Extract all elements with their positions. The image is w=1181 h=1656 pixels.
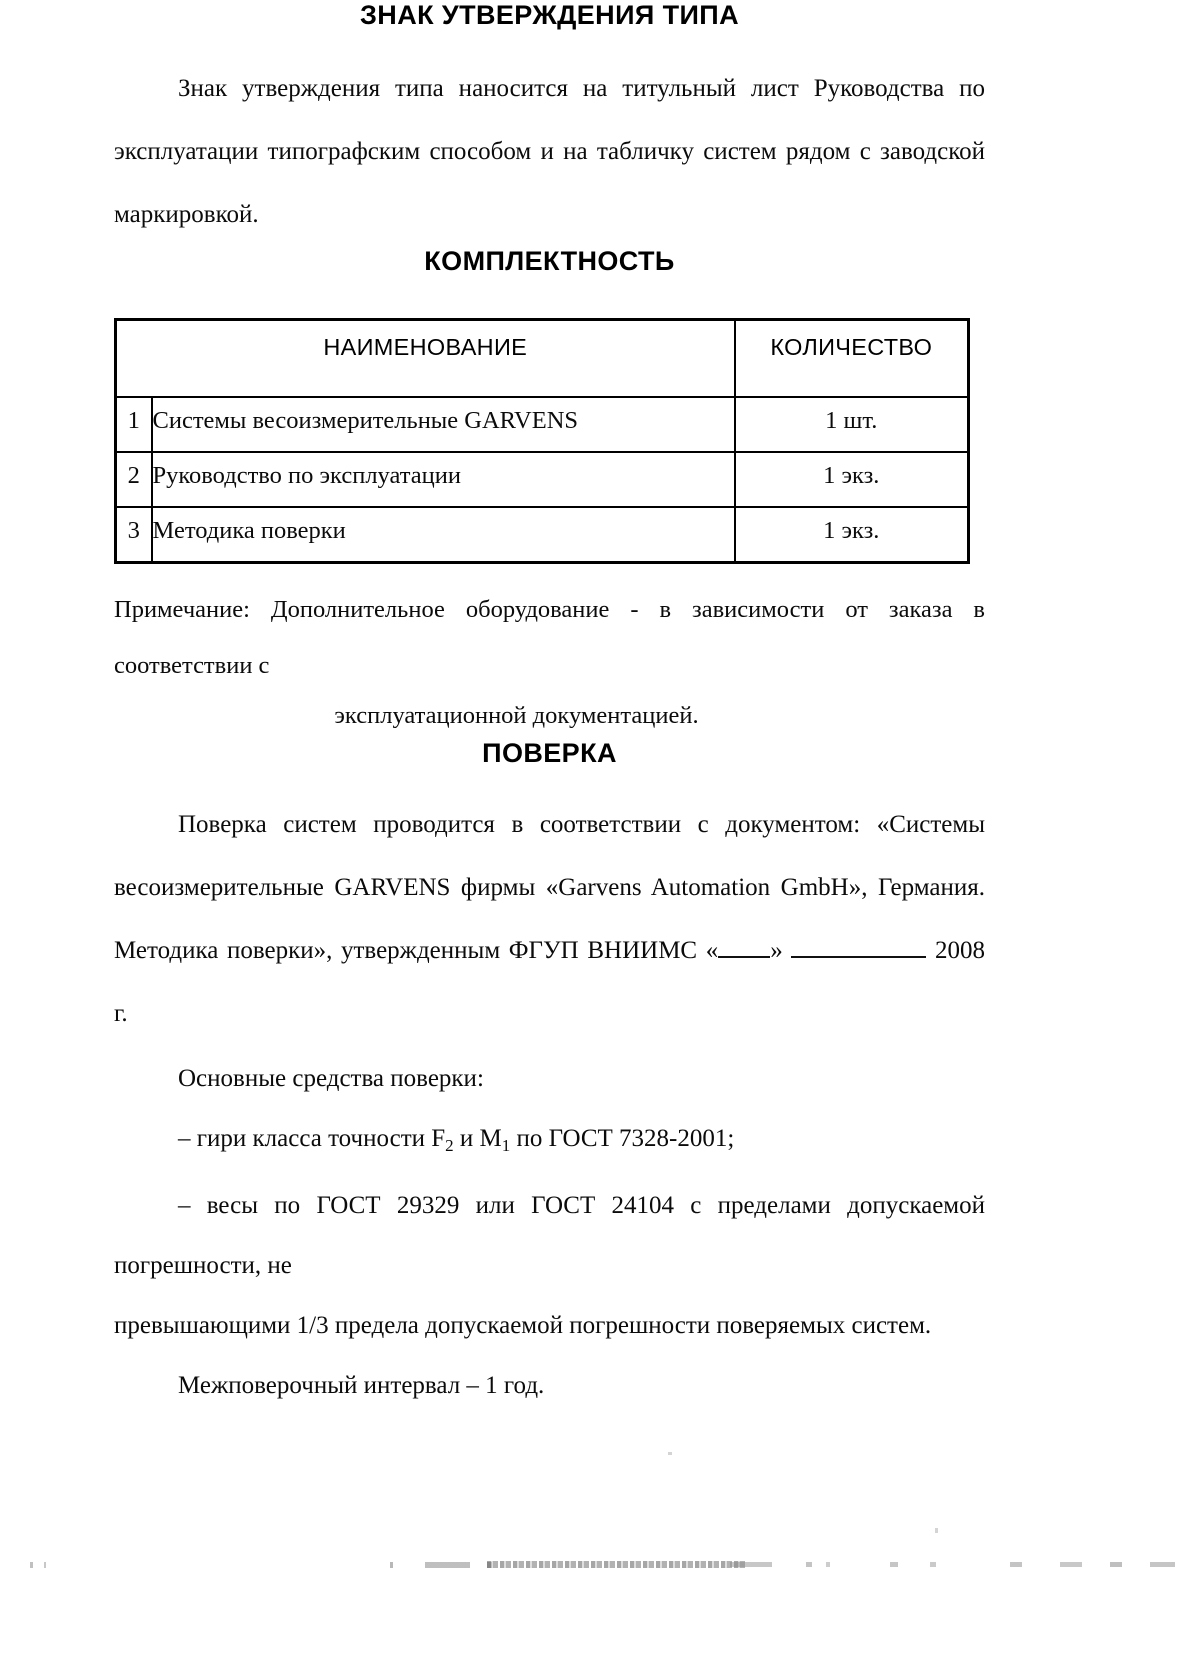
weights-text-middle: и М xyxy=(453,1125,502,1152)
table-row xyxy=(116,507,969,563)
table-row xyxy=(116,452,969,507)
heading-verification: ПОВЕРКА xyxy=(482,738,617,768)
verification-interval: Межповерочный интервал – 1 год. xyxy=(178,1371,545,1399)
verification-year: 2008 г. xyxy=(114,937,986,1027)
scan-speck xyxy=(935,1528,938,1533)
paragraph-type-approval-mark: Знак утверждения типа наносится на титульный лист Руководства по эксплуатации типографским способом и на табличку систем рядом с заводской маркировкой. xyxy=(114,75,985,228)
scan-artifact-bottom-right xyxy=(730,1562,1181,1567)
table-note-line-1: Примечание: Дополнительное оборудование - в зависимости от заказа в соответствии с xyxy=(114,596,985,679)
page-content xyxy=(114,0,985,1416)
verification-item-scales-line-1: – весы по ГОСТ 29329 или ГОСТ 24104 с пределами допускаемой погрешности, не xyxy=(114,1191,985,1279)
row-number: 2 xyxy=(116,452,152,507)
blank-month-field[interactable] xyxy=(791,956,926,958)
scan-speck xyxy=(668,1452,672,1455)
table-header-name: НАИМЕНОВАНИЕ xyxy=(116,320,735,398)
paragraph-verification-document xyxy=(114,793,985,1045)
blank-day-field[interactable] xyxy=(718,956,770,958)
row-name: Системы весоизмерительные GARVENS xyxy=(152,397,735,452)
scan-artifact-bottom-dense xyxy=(487,1561,747,1568)
verification-item-weights xyxy=(114,1109,985,1176)
weights-subscript-f: 2 xyxy=(445,1135,454,1155)
verification-means-label: Основные средства поверки: xyxy=(178,1065,484,1092)
verification-item-scales-line-2: превышающими 1/3 предела допускаемой погрешности поверяемых систем. xyxy=(114,1311,932,1339)
row-number: 1 xyxy=(116,397,152,452)
weights-subscript-m: 1 xyxy=(501,1135,511,1155)
row-quantity: 1 экз. xyxy=(735,452,969,507)
weights-text-prefix: – гири класса точности F xyxy=(178,1125,446,1152)
weights-text-suffix: по ГОСТ 7328-2001; xyxy=(510,1125,735,1152)
heading-completeness: КОМПЛЕКТНОСТЬ xyxy=(424,246,675,276)
table-header-row xyxy=(116,320,969,398)
table-note-line-2: эксплуатационной документацией. xyxy=(334,702,699,729)
row-quantity: 1 экз. xyxy=(735,507,969,563)
completeness-table xyxy=(114,318,970,564)
row-name: Методика поверки xyxy=(152,507,735,563)
heading-type-approval-mark: ЗНАК УТВЕРЖДЕНИЯ ТИПА xyxy=(359,0,739,30)
table-row xyxy=(116,397,969,452)
verification-intro-text: Поверка систем проводится в соответствии с документом: «Системы весоизмерительные GARVENS фирмы «Garvens Automation GmbH», Германия. Методика поверки», утвержденным ФГУП ВНИИМС « xyxy=(114,811,985,964)
row-quantity: 1 шт. xyxy=(735,397,969,452)
row-name: Руководство по эксплуатации xyxy=(152,452,735,507)
table-header-quantity: КОЛИЧЕСТВО xyxy=(735,320,969,398)
verification-between-blanks: » xyxy=(770,937,792,964)
row-number: 3 xyxy=(116,507,152,563)
